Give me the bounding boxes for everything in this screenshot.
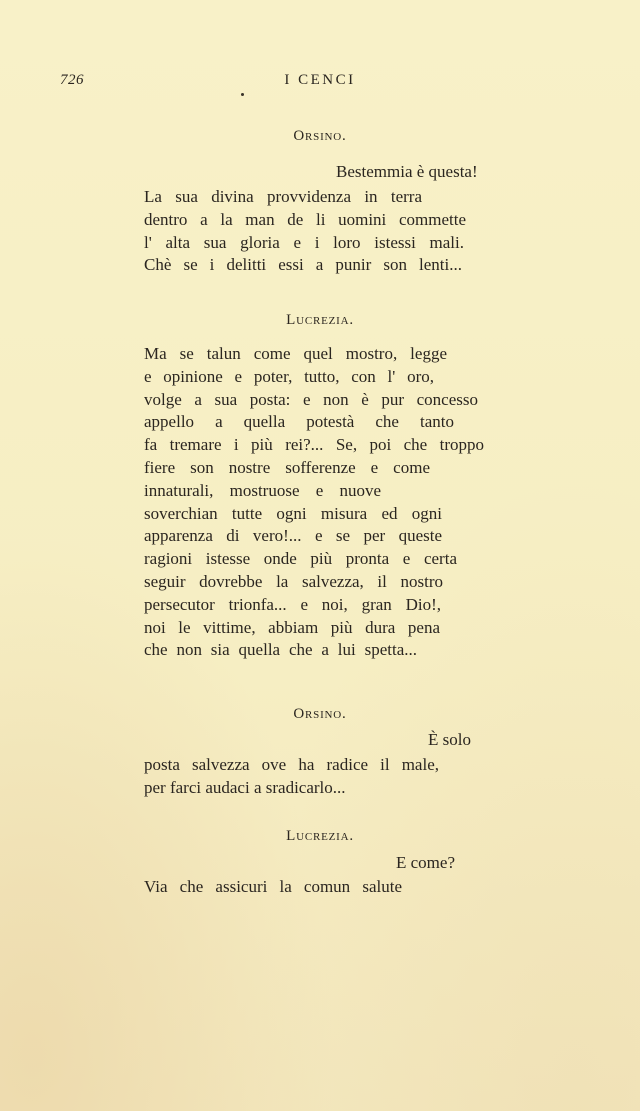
verse-continuation: È solo bbox=[428, 730, 471, 749]
verse-line: seguir dovrebbe la salvezza, il nostro bbox=[144, 571, 443, 591]
verse-block-lucrezia-1 bbox=[144, 343, 484, 662]
speaker-orsino: Orsino. bbox=[293, 128, 347, 144]
verse-line: persecutor trionfa... e noi, gran Dio!, bbox=[144, 594, 441, 614]
verse-line: che non sia quella che a lui spetta... bbox=[144, 640, 417, 660]
running-title: I CENCI bbox=[284, 72, 356, 88]
verse-line: soverchian tutte ogni misura ed ogni bbox=[144, 503, 442, 523]
verse-line: fiere son nostre sofferenze e come bbox=[144, 457, 430, 477]
verse-line: volge a sua posta: e non è pur concesso bbox=[144, 389, 478, 409]
page-number: 726 bbox=[60, 72, 84, 88]
verse-line: dentro a la man de li uomini commette bbox=[144, 209, 466, 229]
verse-line: ragioni istesse onde più pronta e certa bbox=[144, 549, 457, 569]
verse-line: appello a quella potestà che tanto bbox=[144, 412, 454, 432]
verse-line: Via che assicuri la comun salute bbox=[144, 877, 402, 896]
verse-line: fa tremare i più rei?... Se, poi che troppo bbox=[144, 435, 484, 455]
verse-line: per farci audaci a sradicarlo... bbox=[144, 777, 346, 797]
verse-line: apparenza di vero!... e se per queste bbox=[144, 526, 442, 546]
verse-continuation: Bestemmia è questa! bbox=[336, 162, 478, 181]
verse-line: innaturali, mostruose e nuove bbox=[144, 480, 381, 500]
verse-line: Ma se talun come quel mostro, legge bbox=[144, 344, 447, 363]
verse-line: La sua divina provvidenza in terra bbox=[144, 187, 422, 206]
speaker-lucrezia: Lucrezia. bbox=[286, 828, 354, 844]
verse-block-lucrezia-2 bbox=[144, 876, 484, 899]
verse-line: posta salvezza ove ha radice il male, bbox=[144, 755, 439, 774]
speaker-lucrezia: Lucrezia. bbox=[286, 312, 354, 328]
verse-line: Chè se i delitti essi a punir son lenti... bbox=[144, 255, 462, 275]
verse-block-orsino-1 bbox=[144, 186, 468, 277]
ink-speck bbox=[241, 93, 244, 96]
verse-line: e opinione e poter, tutto, con l' oro, bbox=[144, 366, 434, 386]
verse-line: noi le vittime, abbiam più dura pena bbox=[144, 617, 440, 637]
verse-continuation: E come? bbox=[396, 853, 455, 872]
verse-line: l' alta sua gloria e i loro istessi mali. bbox=[144, 232, 464, 252]
verse-block-orsino-2 bbox=[144, 754, 484, 800]
speaker-orsino: Orsino. bbox=[293, 706, 347, 722]
